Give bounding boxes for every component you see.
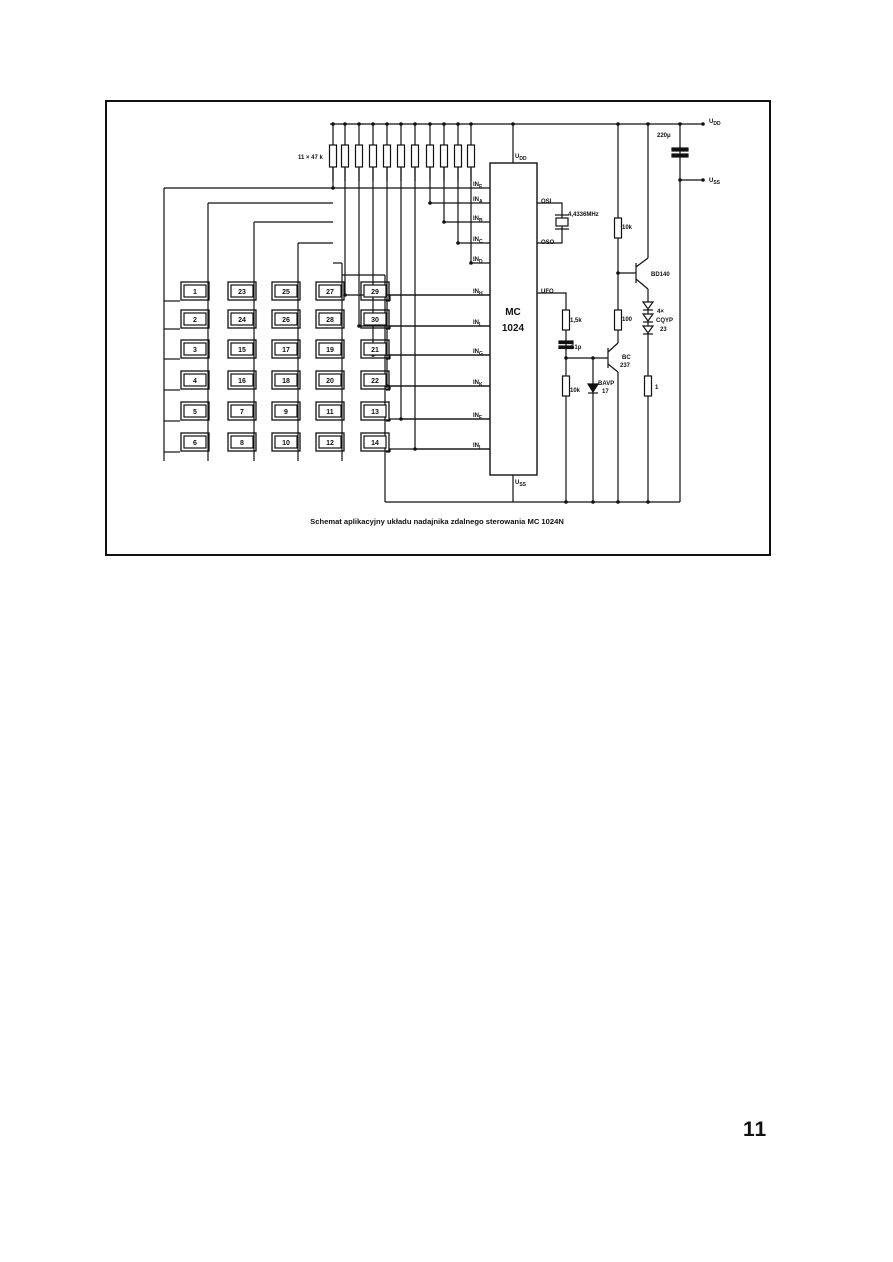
key-label: 9 bbox=[284, 409, 288, 416]
key-label: 25 bbox=[282, 289, 290, 296]
pullup-resistor-10 bbox=[455, 145, 462, 167]
input-pin-label bbox=[473, 237, 483, 245]
input-pin-label bbox=[473, 380, 483, 388]
wire bbox=[390, 295, 490, 301]
input-pin-sub: K bbox=[479, 382, 483, 388]
input-pin-label bbox=[473, 349, 483, 357]
junction-dot bbox=[456, 122, 460, 126]
ir-led bbox=[643, 326, 653, 333]
pullup-resistor-6 bbox=[398, 145, 405, 167]
wire bbox=[537, 293, 566, 502]
key-label: 7 bbox=[240, 409, 244, 416]
wire bbox=[390, 386, 490, 390]
diode-label-1: BAVP bbox=[598, 381, 615, 387]
junction-dot bbox=[428, 201, 432, 205]
junction-dot bbox=[616, 122, 620, 126]
wire bbox=[390, 449, 490, 452]
key-label: 27 bbox=[326, 289, 334, 296]
key-label: 11 bbox=[326, 409, 334, 416]
bd-label: BD140 bbox=[651, 272, 670, 278]
wire bbox=[390, 326, 490, 329]
rail-uss-label: $U_{SS}$ bbox=[709, 178, 721, 186]
crystal-label: 4,4336MHz bbox=[568, 212, 599, 218]
input-pin-label bbox=[473, 257, 483, 265]
resistor-100 bbox=[615, 310, 622, 330]
input-pin-sub: F bbox=[479, 415, 483, 421]
rail-udd-label: $U_{DD}$ bbox=[709, 119, 721, 127]
junction-dot bbox=[399, 122, 403, 126]
input-pin-label bbox=[473, 320, 482, 328]
input-pin-label bbox=[473, 443, 481, 451]
input-pin-name: IN bbox=[473, 320, 479, 326]
key-label: 13 bbox=[371, 409, 379, 416]
resistor-10k-low bbox=[563, 376, 570, 396]
input-pin-sub: I bbox=[479, 445, 481, 451]
r-1k5-label: 1,5k bbox=[570, 318, 582, 324]
cap-220u-plate-top bbox=[672, 148, 688, 151]
junction-dot bbox=[469, 122, 473, 126]
input-pin-name: IN bbox=[473, 182, 479, 188]
key-label: 2 bbox=[193, 317, 197, 324]
input-pin-sub: B bbox=[479, 218, 483, 224]
input-pin-name: IN bbox=[473, 380, 479, 386]
pin-osi: OSI bbox=[541, 199, 552, 205]
cap-220u-plate-bottom bbox=[672, 154, 688, 157]
key-matrix bbox=[174, 282, 389, 455]
junction-dot bbox=[385, 122, 389, 126]
ir-led bbox=[643, 302, 653, 309]
key-label: 18 bbox=[282, 378, 290, 385]
input-pin-label bbox=[473, 182, 483, 190]
key-label: 24 bbox=[238, 317, 246, 324]
pullup-resistor-2 bbox=[342, 145, 349, 167]
leds-label-3: 23 bbox=[660, 327, 667, 333]
chip-pin-uss: $U_{SS}$ bbox=[515, 480, 527, 488]
key-label: 12 bbox=[326, 440, 334, 447]
junction-dot bbox=[678, 122, 682, 126]
leds-label-1: 4× bbox=[657, 309, 664, 315]
r-top-label: 10k bbox=[622, 225, 633, 231]
resistor-10k-top bbox=[615, 218, 622, 238]
pullup-resistor-8 bbox=[427, 145, 434, 167]
junction-dot bbox=[343, 122, 347, 126]
pullup-resistor-1 bbox=[330, 145, 337, 167]
input-pin-sub: L bbox=[479, 322, 483, 328]
pin-oso: OSO bbox=[541, 240, 555, 246]
junction-dot bbox=[511, 122, 515, 126]
wire bbox=[390, 355, 490, 359]
c-51p-label: 51p bbox=[571, 345, 582, 351]
junction-dot bbox=[413, 122, 417, 126]
key-label: 22 bbox=[371, 378, 379, 385]
bd140-collector bbox=[636, 279, 648, 289]
resistor-1k5 bbox=[563, 310, 570, 330]
key-label: 8 bbox=[240, 440, 244, 447]
leds-label-2: CQYP bbox=[656, 318, 674, 324]
key-label: 29 bbox=[371, 289, 379, 296]
r-1-label: 1 bbox=[655, 385, 659, 391]
key-label: 3 bbox=[193, 347, 197, 354]
pin-ufo: UFO bbox=[541, 289, 554, 295]
key-label: 16 bbox=[238, 378, 246, 385]
key-label: 20 bbox=[326, 378, 334, 385]
udd-terminal bbox=[701, 122, 705, 126]
input-pin-label bbox=[473, 289, 483, 297]
key-label: 30 bbox=[371, 317, 379, 324]
key-label: 28 bbox=[326, 317, 334, 324]
pullup-resistor-9 bbox=[441, 145, 448, 167]
bd140-emitter bbox=[636, 258, 648, 267]
pullup-resistor-4 bbox=[370, 145, 377, 167]
junction-dot bbox=[428, 122, 432, 126]
key-label: 21 bbox=[371, 347, 379, 354]
r-10k-low-label: 10k bbox=[570, 388, 581, 394]
input-pin-sub: E bbox=[479, 184, 483, 190]
cap-220u-label: 220μ bbox=[657, 133, 671, 139]
input-pin-name: IN bbox=[473, 413, 479, 419]
key-label: 14 bbox=[371, 440, 379, 447]
junction-dot bbox=[564, 500, 568, 504]
junction-dot bbox=[591, 356, 595, 360]
input-pin-name: IN bbox=[473, 197, 479, 203]
input-pin-name: IN bbox=[473, 257, 479, 263]
resistor-1 bbox=[645, 376, 652, 396]
pullup-resistor-3 bbox=[356, 145, 363, 167]
mc1024-chip bbox=[490, 163, 537, 475]
input-pin-name: IN bbox=[473, 289, 479, 295]
junction-dot bbox=[564, 356, 568, 360]
junction-dot bbox=[591, 500, 595, 504]
input-pin-name: IN bbox=[473, 443, 479, 449]
key-label: 4 bbox=[193, 378, 197, 385]
cap-51p-plate-top bbox=[559, 341, 573, 344]
bc237-emitter bbox=[608, 364, 618, 372]
chip-label-line1: MC bbox=[505, 307, 521, 318]
input-pin-name: IN bbox=[473, 237, 479, 243]
bc-label-2: 237 bbox=[620, 363, 631, 369]
diode-bavp17 bbox=[588, 384, 598, 392]
input-pin-label bbox=[473, 216, 483, 224]
r-100-label: 100 bbox=[622, 317, 633, 323]
ir-led bbox=[643, 314, 653, 321]
input-pin-name: IN bbox=[473, 349, 479, 355]
key-label: 26 bbox=[282, 317, 290, 324]
key-label: 5 bbox=[193, 409, 197, 416]
input-pin-label bbox=[473, 197, 483, 205]
crystal bbox=[556, 218, 568, 226]
resistor-array-label: 11 × 47 k bbox=[298, 155, 323, 161]
input-pin-sub: C bbox=[479, 239, 483, 245]
key-label: 10 bbox=[282, 440, 290, 447]
key-label: 19 bbox=[326, 347, 334, 354]
junction-dot bbox=[357, 324, 361, 328]
junction-dot bbox=[678, 178, 682, 182]
wire bbox=[390, 419, 490, 421]
pullup-resistor-11 bbox=[468, 145, 475, 167]
chip-pin-udd: $U_{DD}$ bbox=[515, 154, 527, 162]
input-pin-sub: G bbox=[479, 351, 483, 357]
key-label: 17 bbox=[282, 347, 290, 354]
pullup-resistor-5 bbox=[384, 145, 391, 167]
junction-dot bbox=[646, 122, 650, 126]
junction-dot bbox=[442, 220, 446, 224]
junction-dot bbox=[456, 241, 460, 245]
key-label: 15 bbox=[238, 347, 246, 354]
junction-dot bbox=[616, 271, 620, 275]
input-pin-sub: H bbox=[479, 291, 483, 297]
diode-label-2: 17 bbox=[602, 389, 609, 395]
junction-dot bbox=[442, 122, 446, 126]
input-pin-sub: A bbox=[479, 199, 483, 205]
key-label: 23 bbox=[238, 289, 246, 296]
chip-label-line2: 1024 bbox=[501, 323, 525, 334]
key-label: 1 bbox=[193, 289, 197, 296]
junction-dot bbox=[331, 122, 335, 126]
junction-dot bbox=[646, 500, 650, 504]
key-label: 6 bbox=[193, 440, 197, 447]
uss-terminal bbox=[701, 178, 705, 182]
input-pin-sub: D bbox=[479, 259, 483, 265]
bc-label-1: BC bbox=[622, 355, 631, 361]
junction-dot bbox=[357, 122, 361, 126]
pullup-resistor-7 bbox=[412, 145, 419, 167]
input-pin-label bbox=[473, 413, 482, 421]
bc237-collector bbox=[608, 343, 618, 352]
junction-dot bbox=[616, 500, 620, 504]
page-number: 11 bbox=[743, 1118, 768, 1141]
input-pin-name: IN bbox=[473, 216, 479, 222]
figure-caption: Schemat aplikacyjny układu nadajnika zdalnego sterowania MC 1024N bbox=[310, 517, 564, 526]
junction-dot bbox=[371, 122, 375, 126]
